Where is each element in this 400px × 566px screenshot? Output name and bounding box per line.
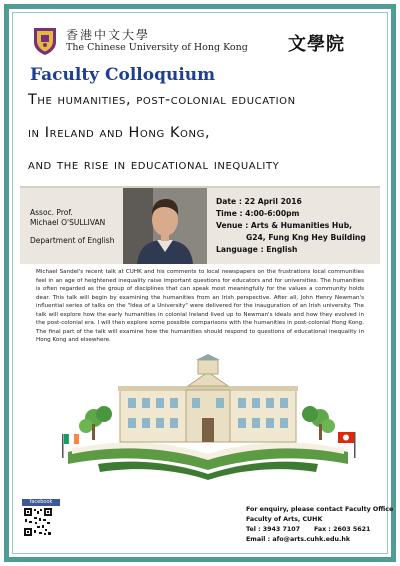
event-time: Time : 4:00-6:00pm [216,209,300,218]
university-name-english: The Chinese University of Hong Kong [66,42,248,53]
faculty-office-line: Faculty of Arts, CUHK [246,516,323,523]
facebook-label: facebook [22,499,60,506]
cuhk-crest-icon [32,26,58,56]
speaker-photo [123,188,207,264]
university-name-chinese: 香港中文大學 [66,28,151,42]
hong-kong-flag-icon [338,432,354,443]
qr-code-icon[interactable] [24,508,52,536]
talk-abstract: Michael Sandel's recent talk at CUHK and his comments to local newspapers on the frustrations local communities feel in an age of heightened inequality raise important questions for educators and for universities. The humanities is often regarded as the group of disciplines that can speak most meaningfully for the values a community holds dear. This talk will begin by examining the humanities from an Irish perspective. After all, John Henry Newman's influential series of talks on the "Idea of a University" were delivered for the inauguration of an Irish university. The talk will explore how the early humanities in colonial Ireland lived up to Newman's ideals and how they evolved in the post-colonial era. I will then explore some possible comparisons with the humanities in post-colonial Hong Kong. The final part of the talk will examine how the humanities should respond to questions of educational inequality in Hong Kong and elsewhere. [36,269,364,343]
speaker-department: Department of English [30,236,115,245]
speaker-title: Assoc. Prof. [30,208,73,217]
event-venue-line-2: G24, Fung Kng Hey Building [246,233,366,242]
contact-fax: Fax : 2603 5621 [314,526,371,533]
talk-title-line-2: in Ireland and Hong Kong, [28,125,211,141]
series-title: Faculty Colloquium [30,65,216,85]
contact-email[interactable]: Email : afo@arts.cuhk.edu.hk [246,536,351,543]
event-language: Language : English [216,245,298,254]
enquiry-line: For enquiry, please contact Faculty Office [246,506,394,513]
contact-telephone: Tel : 3943 7107 [246,526,301,533]
book-and-building-illustration [58,352,358,484]
talk-title-line-3: and the rise in educational inequality [28,157,280,173]
speaker-name: Michael O'SULLIVAN [30,218,106,227]
ireland-flag-icon [64,434,79,444]
event-venue-line-1: Venue : Arts & Humanities Hub, [216,221,353,230]
faculty-of-arts-mark: 文學院 [288,34,345,55]
event-date: Date : 22 April 2016 [216,197,302,206]
talk-title-line-1: The humanities, post-colonial education [28,92,296,108]
